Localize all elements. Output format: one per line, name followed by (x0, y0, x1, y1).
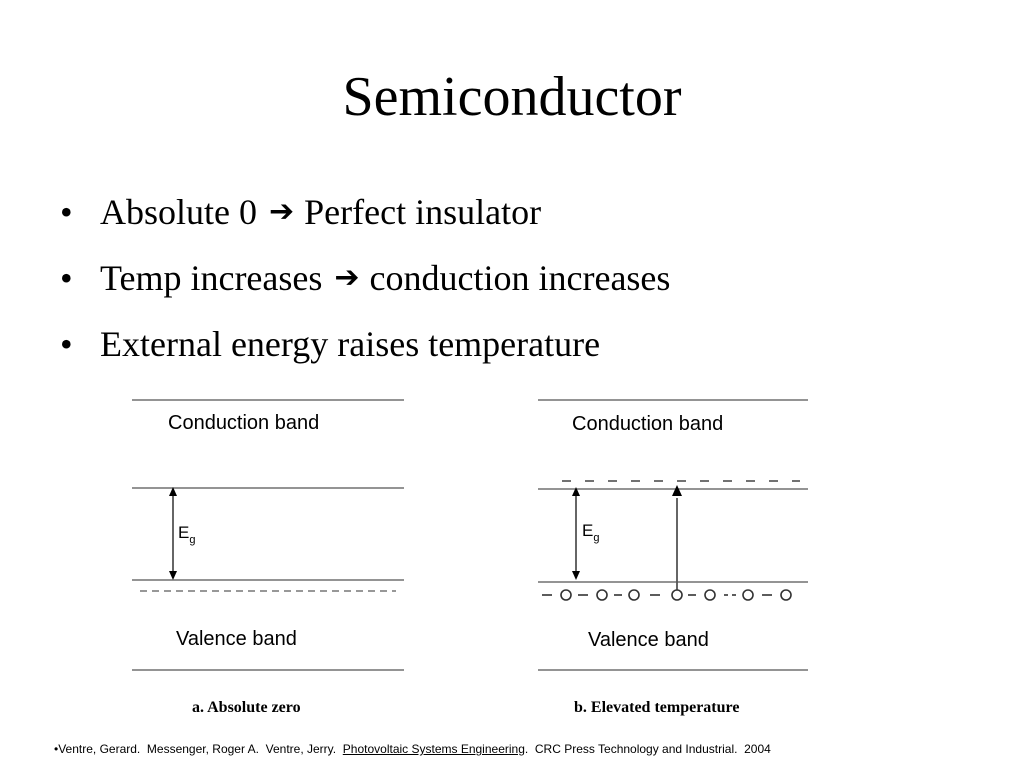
valence-band-label: Valence band (176, 628, 297, 650)
bullet-text-after: Perfect insulator (304, 192, 542, 232)
slide-title: Semiconductor (342, 66, 682, 128)
right-arrow-icon: ➔ (334, 260, 360, 295)
energy-gap-label: $E_g$ (582, 521, 600, 544)
bullet-dot: • (60, 258, 73, 298)
book-title-link[interactable]: Photovoltaic Systems Engineering (342, 742, 525, 756)
bullet-dot: • (60, 324, 73, 364)
arrow-head-down-icon (572, 571, 580, 580)
holes-and-electrons-row (542, 590, 791, 600)
bullet-list (60, 190, 670, 388)
bullet-text: Temp increases (100, 258, 323, 298)
bullet-item (60, 190, 670, 256)
valence-band-label: Valence band (588, 629, 709, 651)
bullet-item (60, 256, 670, 322)
conduction-band-label: Conduction band (572, 413, 724, 435)
citation-publisher: . CRC Press Technology and Industrial. 2004 (524, 742, 771, 756)
bullet-text: External energy raises temperature (100, 324, 601, 364)
citation-authors: •Ventre, Gerard. Messenger, Roger A. Ventre, Jerry. (54, 742, 343, 756)
citation-footer (54, 742, 771, 756)
energy-gap-label: $E_g$ (178, 523, 196, 546)
diagram-caption: b. Elevated temperature (574, 699, 740, 716)
arrow-head-up-icon (572, 487, 580, 496)
conduction-band-label: Conduction band (168, 412, 320, 434)
arrow-head-down-icon (169, 571, 177, 580)
diagram-caption: a. Absolute zero (192, 699, 301, 716)
arrow-head-up-icon (672, 485, 682, 496)
right-arrow-icon: ➔ (269, 194, 295, 229)
bullet-text: Absolute 0 (100, 192, 257, 232)
bullet-dot: • (60, 192, 73, 232)
band-diagram-elevated-temperature (528, 390, 828, 720)
bullet-item (60, 322, 670, 388)
bullet-text-after: conduction increases (369, 258, 671, 298)
band-diagram-absolute-zero (120, 390, 420, 720)
